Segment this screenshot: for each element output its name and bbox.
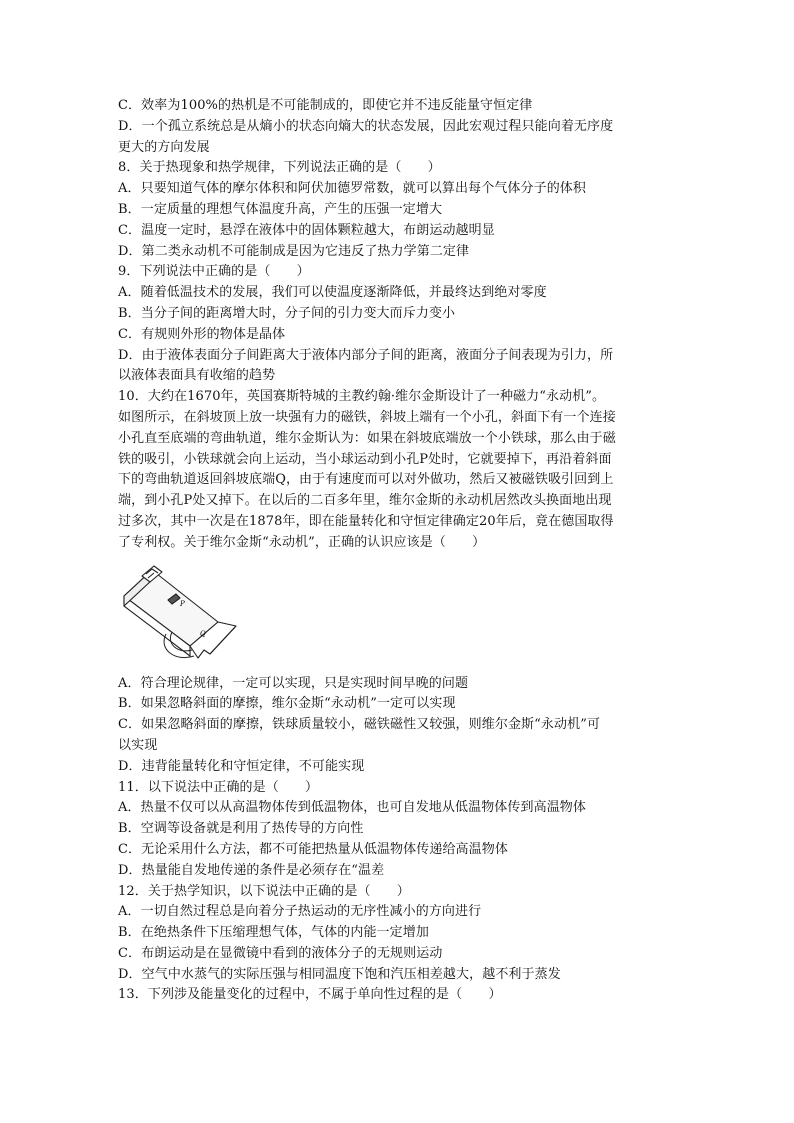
q10-option-c-line1: C．如果忽略斜面的摩擦，铁球质量较小，磁铁磁性又较强，则维尔金斯“永动机”可 <box>118 717 601 733</box>
q7-option-d-line1: D．一个孤立系统总是从熵小的状态向熵大的状态发展，因此宏观过程只能向着无序度 <box>118 118 614 134</box>
q12-option-d: D．空气中水蒸气的实际压强与相同温度下饱和汽压相差越大，越不利于蒸发 <box>118 966 561 982</box>
q9-option-c: C．有规则外形的物体是晶体 <box>118 326 286 342</box>
q10-stem-line: 端，到小孔P处又掉下。在以后的二百多年里，维尔金斯的永动机居然改头换面地出现 <box>118 493 612 509</box>
q10-stem-line: 了专利权。关于维尔金斯“永动机”，正确的认识应该是（ ） <box>118 534 486 550</box>
q8-stem: 8．关于热现象和热学规律，下列说法正确的是（ ） <box>118 160 441 176</box>
q8-option-c: C．温度一定时，悬浮在液体中的固体颗粒越大，布朗运动越明显 <box>118 222 495 238</box>
q8-option-b: B．一定质量的理想气体温度升高，产生的压强一定增大 <box>118 201 443 217</box>
q12-option-c: C．布朗运动是在显微镜中看到的液体分子的无规则运动 <box>118 945 443 961</box>
q10-option-a: A．符合理论规律，一定可以实现，只是实现时间早晚的问题 <box>118 675 469 691</box>
q10-option-d: D．违背能量转化和守恒定律，不可能实现 <box>118 758 365 774</box>
figure-label-q: Q <box>200 629 206 638</box>
q10-option-c-line2: 以实现 <box>118 737 158 753</box>
q12-option-a: A．一切自然过程总是向着分子热运动的无序性减小的方向进行 <box>118 904 482 920</box>
q13-stem: 13．下列涉及能量变化的过程中，不属于单向性过程的是（ ） <box>118 987 502 1003</box>
q10-stem-line: 小孔直至底端的弯曲轨道，维尔金斯认为：如果在斜坡底端放一个小铁球，那么由于磁 <box>118 430 616 446</box>
q10-stem-line: 铁的吸引，小铁球就会向上运动，当小球运动到小孔P处时，它就要掉下，再沿着斜面 <box>118 451 612 467</box>
q11-option-a: A．热量不仅可以从高温物体传到低温物体，也可自发地从低温物体传到高温物体 <box>118 800 586 816</box>
q12-option-b: B．在绝热条件下压缩理想气体，气体的内能一定增加 <box>118 925 429 941</box>
q10-stem-line: 10．大约在1670年，英国赛斯特城的主教约翰·维尔金斯设计了一种磁力“永动机”。 <box>118 389 606 405</box>
q7-option-d-line2: 更大的方向发展 <box>118 139 210 155</box>
perpetual-motion-figure <box>118 560 678 672</box>
q9-option-a: A．随着低温技术的发展，我们可以使温度逐渐降低，并最终达到绝对零度 <box>118 285 547 301</box>
q8-option-a: A．只要知道气体的摩尔体积和阿伏加德罗常数，就可以算出每个气体分子的体积 <box>118 181 586 197</box>
q12-stem: 12．关于热学知识，以下说法中正确的是（ ） <box>118 883 410 899</box>
q9-stem: 9．下列说法中正确的是（ ） <box>118 264 310 280</box>
q9-option-d-line1: D．由于液体表面分子间距离大于液体内部分子间的距离，液面分子间表现为引力，所 <box>118 347 614 363</box>
q10-stem-line: 下的弯曲轨道返回斜坡底端Q，由于有速度而可以对外做功，然后又被磁铁吸引回到上 <box>118 472 614 488</box>
q10-stem-line: 如图所示，在斜坡顶上放一块强有力的磁铁，斜坡上端有一个小孔，斜面下有一个连接 <box>118 409 616 425</box>
magnetic-ramp-diagram <box>118 560 248 672</box>
figure-label-p: P <box>180 599 185 608</box>
q10-stem-line: 过多次，其中一次是在1878年，即在能量转化和守恒定律确定20年后，竟在德国取得 <box>118 513 614 529</box>
q11-option-d: D．热量能自发地传递的条件是必须存在“温差 <box>118 862 385 878</box>
q9-option-d-line2: 以液体表面具有收缩的趋势 <box>118 368 276 384</box>
q11-option-c: C．无论采用什么方法，都不可能把热量从低温物体传递给高温物体 <box>118 841 508 857</box>
q7-option-c: C．效率为100%的热机是不可能制成的，即使它并不违反能量守恒定律 <box>118 98 533 113</box>
q8-option-d: D．第二类永动机不可能制成是因为它违反了热力学第二定律 <box>118 243 470 259</box>
exam-page <box>118 96 678 1006</box>
q10-option-b: B．如果忽略斜面的摩擦，维尔金斯“永动机”一定可以实现 <box>118 696 456 712</box>
q11-option-b: B．空调等设备就是利用了热传导的方向性 <box>118 821 364 837</box>
q9-option-b: B．当分子间的距离增大时，分子间的引力变大而斥力变小 <box>118 305 456 321</box>
q11-stem: 11．以下说法中正确的是（ ） <box>118 779 319 795</box>
